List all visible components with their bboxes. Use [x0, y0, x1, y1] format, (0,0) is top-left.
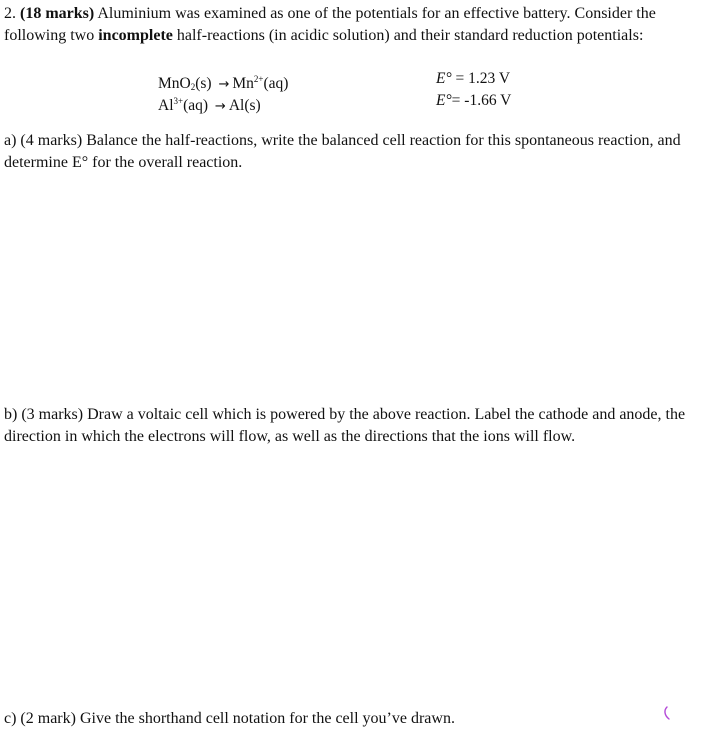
question-marks: (18 marks): [20, 5, 95, 22]
reaction-1: $MnO_2(s) \to Mn^{2+}(aq)$: [158, 74, 289, 92]
question-intro: [4, 3, 696, 47]
part-a-prompt: a) (4 marks) Balance the half-reactions, write the balanced cell reaction for this spontaneous reaction, and determine E° for the overall reaction.: [4, 132, 681, 171]
arrow-icon: →: [214, 99, 226, 114]
arrow-icon: →: [218, 77, 230, 92]
question-number: 2.: [4, 5, 16, 22]
intro-text-1: Aluminium was examined as one of the potentials for an effective battery. Consider the following two: [4, 5, 656, 44]
reaction-2: $Al^{3+}(aq) \to Al(s)$: [158, 96, 261, 114]
part-c-prompt: c) (2 mark) Give the shorthand cell notation for the cell you’ve drawn.: [4, 710, 455, 727]
pen-mark-icon: [660, 706, 672, 720]
intro-text-2: half-reactions (in acidic solution) and their standard reduction potentials:: [172, 27, 644, 44]
potential-2: E°= -1.66 V: [436, 92, 512, 109]
potential-1: E° = 1.23 V: [436, 70, 511, 87]
part-b-prompt: b) (3 marks) Draw a voltaic cell which is powered by the above reaction. Label the cathode and anode, the direction in which the electrons will flow, as well as the directions that the ions will flow.: [4, 406, 686, 445]
intro-bold-word: incomplete: [98, 27, 173, 44]
